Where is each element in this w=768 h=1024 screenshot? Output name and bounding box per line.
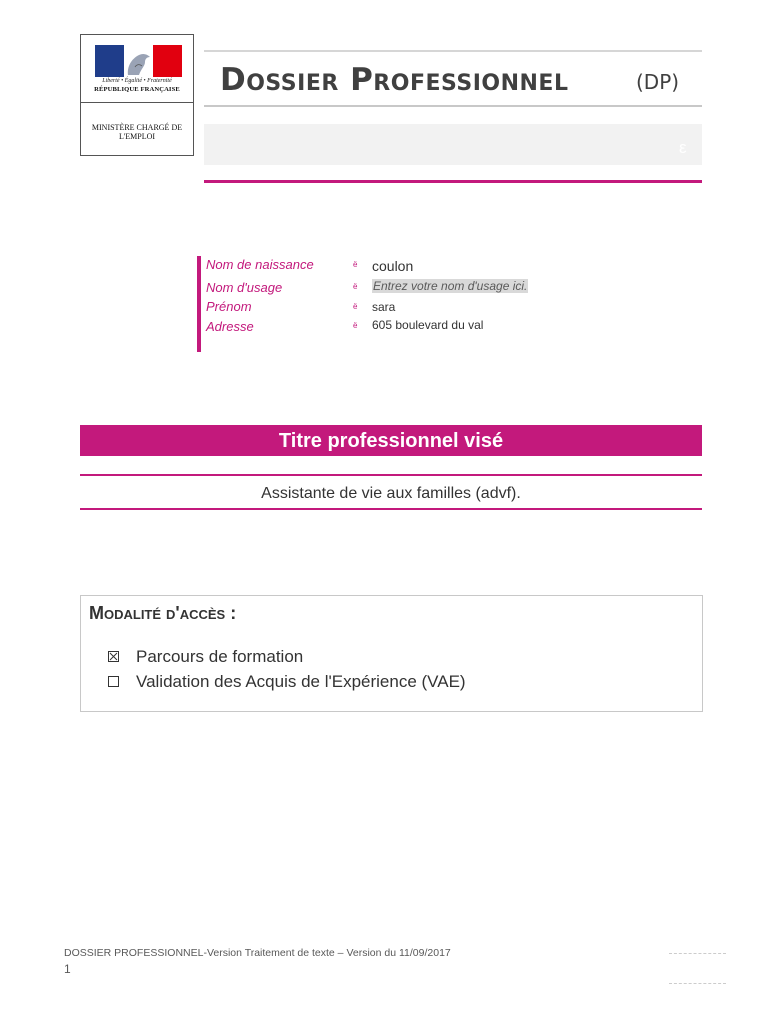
subtitle-band [204,124,702,165]
bullet-icon: ë [353,321,358,330]
title-rule-top [204,50,702,52]
checkbox-checked-icon[interactable] [108,651,119,662]
logo-motto: Liberté • Égalité • Fraternité [102,78,172,84]
access-option-label: Validation des Acquis de l'Expérience (VAE) [136,672,466,691]
marianne-flag-icon [95,45,182,77]
logo-republic-name: RÉPUBLIQUE FRANÇAISE [94,86,180,93]
footer-version-text: DOSSIER PROFESSIONNEL-Version Traitement de texte – Version du 11/09/2017 [64,947,451,959]
value-adresse[interactable]: 605 boulevard du val [372,318,484,332]
access-option-label: Parcours de formation [136,647,304,666]
footer-field-box [669,953,726,984]
logo-divider [81,102,193,103]
titre-value[interactable]: Assistante de vie aux familles (advf). [261,485,521,502]
value-nom-usage-field[interactable] [372,278,528,294]
logo-ministry-name: MINISTÈRE CHARGÉ DE L'EMPLOI [91,123,183,141]
page-number: 1 [64,962,71,976]
page-title-suffix: (DP) [636,70,680,94]
page-title: Dossier Professionnel [220,62,569,98]
titre-rule-top [80,474,702,476]
bullet-icon: ë [353,260,358,269]
value-nom-naissance[interactable]: coulon [372,258,414,274]
logo-marianne-area [81,35,193,102]
label-adresse: Adresse [206,319,254,334]
subtitle-band-mark: ε [679,138,687,157]
label-prenom: Prénom [206,299,252,314]
titre-heading: Titre professionnel visé [80,425,702,456]
placeholder-nom-usage[interactable]: Entrez votre nom d'usage ici. [373,279,528,293]
identity-accent-bar [197,256,201,352]
access-mode-box [80,595,703,712]
value-prenom[interactable]: sara [372,300,396,314]
access-heading: Modalité d'accès : [89,603,237,623]
bullet-icon: ë [353,282,358,291]
header-accent-rule [204,180,702,183]
republique-logo-box [80,34,194,156]
checkbox-unchecked-icon[interactable] [108,676,119,687]
label-nom-usage: Nom d'usage [206,280,283,295]
title-rule-bottom [204,105,702,107]
bullet-icon: ë [353,302,358,311]
titre-rule-bottom [80,508,702,510]
label-nom-naissance: Nom de naissance [206,257,314,272]
